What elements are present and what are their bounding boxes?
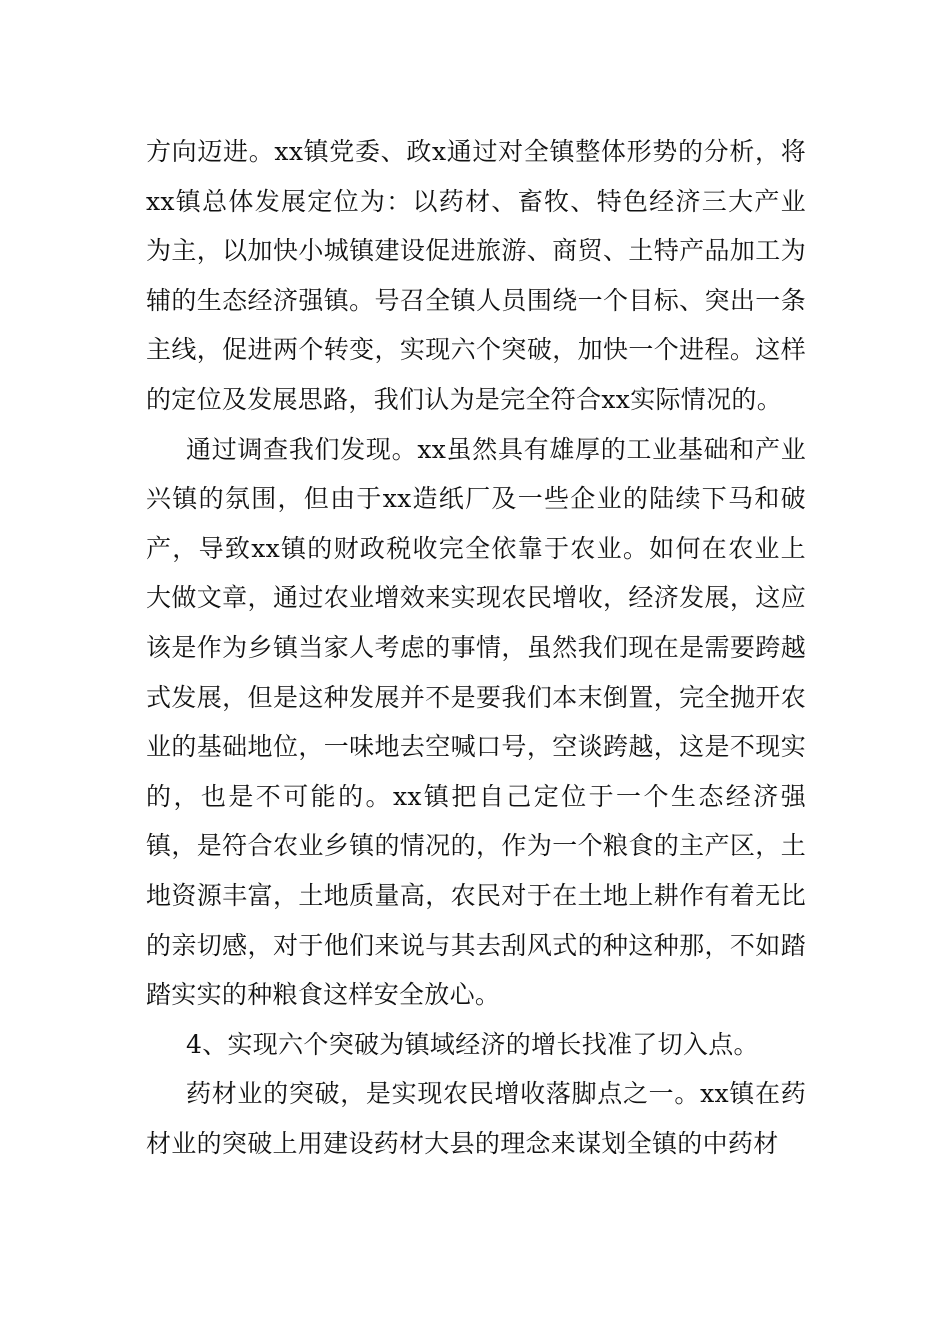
paragraph-continuation: 方向迈进。xx镇党委、政x通过对全镇整体形势的分析，将xx镇总体发展定位为：以药材、畜牧、特色经济三大产业为主，以加快小城镇建设促进旅游、商贸、土特产品加工为辅的生态经济强镇。号召全镇人员围绕一个目标、突出一条主线，促进两个转变，实现六个突破，加快一个进程。这样的定位及发展思路，我们认为是完全符合xx实际情况的。: [146, 137, 806, 414]
paragraph-survey-findings: 通过调查我们发现。xx虽然具有雄厚的工业基础和产业兴镇的氛围，但由于xx造纸厂及一些企业的陆续下马和破产，导致xx镇的财政税收完全依靠于农业。如何在农业上大做文章，通过农业增效来实现农民增收，经济发展，这应该是作为乡镇当家人考虑的事情，虽然我们现在是需要跨越式发展，但是这种发展并不是要我们本末倒置，完全抛开农业的基础地位，一味地去空喊口号，空谈跨越，这是不现实的，也是不可能的。xx镇把自己定位于一个生态经济强镇，是符合农业乡镇的情况的，作为一个粮食的主产区，土地资源丰富，土地质量高，农民对于在土地上耕作有着无比的亲切感，对于他们来说与其去刮风式的种这种那，不如踏踏实实的种粮食这样安全放心。: [146, 434, 806, 1010]
paragraph-medicinal-materials: 药材业的突破，是实现农民增收落脚点之一。xx镇在药材业的突破上用建设药材大县的理念来谋划全镇的中药材: [146, 1079, 806, 1158]
document-body: [146, 127, 806, 1168]
section-heading-4: 4、实现六个突破为镇域经济的增长找准了切入点。: [186, 1029, 759, 1059]
